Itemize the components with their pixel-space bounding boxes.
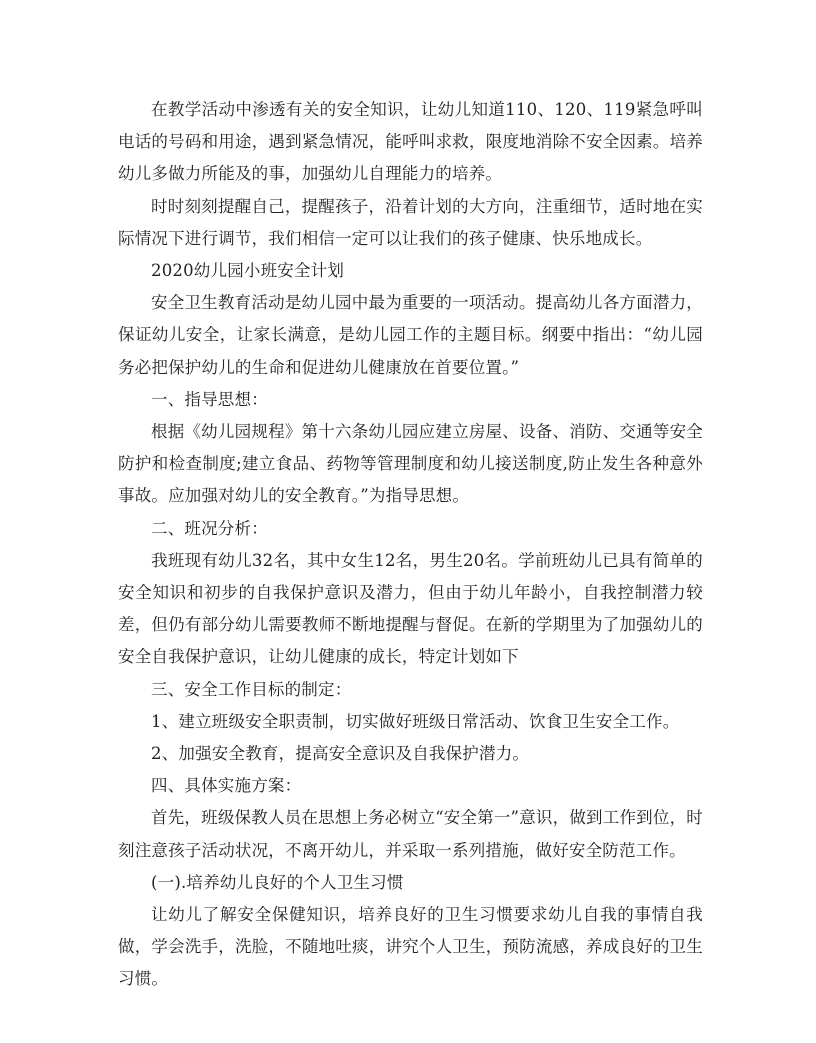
paragraph-class-analysis: 我班现有幼儿32名，其中女生12名，男生20名。学前班幼儿已具有简单的安全知识和初步的自我保护意识及潜力，但由于幼儿年龄小，自我控制潜力较差，但仍有部分幼儿需要教师不断地提醒与督促。在新的学期里为了加强幼儿的安全自我保护意识，让幼儿健康的成长，特定计划如下 (118, 550, 703, 667)
heading-class-analysis: 二、班况分析： (151, 518, 268, 538)
paragraph-reminders: 时时刻刻提醒自己，提醒孩子，沿着计划的大方向，注重细节，适时地在实际情况下进行调节，我们相信一定可以让我们的孩子健康、快乐地成长。 (118, 196, 703, 248)
paragraph-intro: 安全卫生教育活动是幼儿园中最为重要的一项活动。提高幼儿各方面潜力，保证幼儿安全，让家长满意，是幼儿园工作的主题目标。纲要中指出：“幼儿园务必把保护幼儿的生命和促进幼儿健康放在首要位置。” (118, 293, 703, 377)
paragraph-hygiene: 让幼儿了解安全保健知识，培养良好的卫生习惯要求幼儿自我的事情自我做，学会洗手，洗脸，不随地吐痰，讲究个人卫生，预防流感，养成良好的卫生习惯。 (118, 905, 703, 989)
heading-safety-goals: 三、安全工作目标的制定： (151, 679, 352, 699)
paragraph-safety-knowledge: 在教学活动中渗透有关的安全知识，让幼儿知道110、120、119紧急呼叫电话的号码和用途，遇到紧急情况，能呼叫求救，限度地消除不安全因素。培养幼儿多做力所能及的事，加强幼儿自理能力的培养。 (118, 100, 703, 184)
paragraph-implementation: 首先，班级保教人员在思想上务必树立“安全第一”意识，做到工作到位，时刻注意孩子活动状况，不离开幼儿，并采取一系列措施，做好安全防范工作。 (118, 808, 703, 860)
section-title-plan: 2020幼儿园小班安全计划 (151, 261, 345, 281)
paragraph-regulations: 根据《幼儿园规程》第十六条幼儿园应建立房屋、设备、消防、交通等安全防护和检查制度;建立食品、药物等管理制度和幼儿接送制度,防止发生各种意外事故。应加强对幼儿的安全教育。”为指导思想。 (118, 422, 703, 506)
subheading-hygiene-habits: (一).培养幼儿良好的个人卫生习惯 (151, 872, 404, 892)
list-item-goal-1: 1、建立班级安全职责制，切实做好班级日常活动、饮食卫生安全工作。 (151, 711, 680, 731)
document-body (118, 94, 703, 996)
heading-guiding-thought: 一、指导思想： (151, 389, 268, 409)
list-item-goal-2: 2、加强安全教育，提高安全意识及自我保护潜力。 (151, 744, 530, 764)
heading-implementation: 四、具体实施方案： (151, 776, 302, 796)
